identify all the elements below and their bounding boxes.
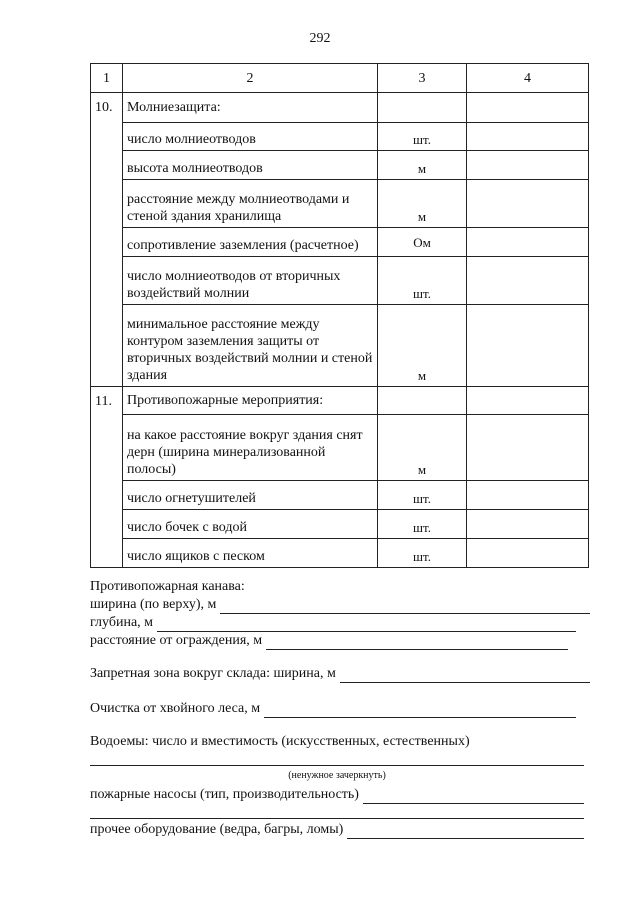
header-col-1: 1 bbox=[91, 64, 123, 93]
table-row bbox=[91, 257, 589, 305]
canal-depth-row bbox=[90, 614, 590, 632]
row-desc: минимальное расстояние между контуром заземления защиты от вторичных воздействий молнии и стеной здания bbox=[123, 305, 378, 387]
row-desc: число молниеотводов bbox=[123, 123, 378, 151]
value-cell[interactable] bbox=[467, 415, 589, 481]
row-desc: высота молниеотводов bbox=[123, 151, 378, 180]
header-col-2: 2 bbox=[123, 64, 378, 93]
fire-pumps-label: пожарные насосы (тип, производительность) bbox=[90, 787, 359, 802]
value-cell[interactable] bbox=[467, 257, 589, 305]
value-cell[interactable] bbox=[467, 123, 589, 151]
row-desc: сопротивление заземления (расчетное) bbox=[123, 228, 378, 257]
fire-pumps-field-2[interactable] bbox=[90, 804, 584, 819]
strike-note: (ненужное зачеркнуть) bbox=[288, 770, 386, 781]
forest-clearing-field[interactable] bbox=[264, 703, 576, 718]
value-cell[interactable] bbox=[467, 387, 589, 415]
row-unit: шт. bbox=[378, 123, 467, 151]
row-unit: шт. bbox=[378, 539, 467, 568]
table-row bbox=[91, 123, 589, 151]
row-unit: шт. bbox=[378, 481, 467, 510]
section-11-title: Противопожарные мероприятия: bbox=[123, 387, 378, 415]
row-desc: число бочек с водой bbox=[123, 510, 378, 539]
header-col-4: 4 bbox=[467, 64, 589, 93]
canal-title: Противопожарная канава: bbox=[90, 579, 245, 594]
fence-distance-label: расстояние от ограждения, м bbox=[90, 633, 263, 648]
row-unit: м bbox=[378, 180, 467, 228]
table-row bbox=[91, 539, 589, 568]
value-cell[interactable] bbox=[467, 481, 589, 510]
table-row bbox=[91, 93, 589, 123]
value-cell[interactable] bbox=[467, 151, 589, 180]
table-header-row bbox=[91, 64, 589, 93]
table-row bbox=[91, 481, 589, 510]
other-equipment-field[interactable] bbox=[347, 824, 584, 839]
row-desc: число ящиков с песком bbox=[123, 539, 378, 568]
zone-width-field[interactable] bbox=[340, 668, 590, 683]
table-row bbox=[91, 228, 589, 257]
section-11-number: 11. bbox=[91, 387, 123, 568]
value-cell[interactable] bbox=[467, 93, 589, 123]
forest-clearing-label: Очистка от хвойного леса, м bbox=[90, 701, 261, 716]
value-cell[interactable] bbox=[467, 510, 589, 539]
row-desc: число огнетушителей bbox=[123, 481, 378, 510]
row-desc: число молниеотводов от вторичных воздействий молнии bbox=[123, 257, 378, 305]
fence-distance-field[interactable] bbox=[266, 635, 568, 650]
page-number: 292 bbox=[309, 31, 331, 46]
row-unit: м bbox=[378, 151, 467, 180]
section-10-title: Молниезащита: bbox=[123, 93, 378, 123]
table-row bbox=[91, 510, 589, 539]
value-cell[interactable] bbox=[467, 180, 589, 228]
value-cell[interactable] bbox=[467, 539, 589, 568]
table-row bbox=[91, 151, 589, 180]
section-10-number: 10. bbox=[91, 93, 123, 387]
row-unit: м bbox=[378, 305, 467, 387]
canal-width-label: ширина (по верху), м bbox=[90, 597, 217, 612]
row-unit: шт. bbox=[378, 257, 467, 305]
water-section bbox=[90, 733, 590, 839]
fire-safety-table bbox=[90, 63, 589, 568]
water-bodies-label: Водоемы: число и вместимость (искусственных, естественных) bbox=[90, 734, 470, 749]
row-desc: на какое расстояние вокруг здания снят дерн (ширина минерализованной полосы) bbox=[123, 415, 378, 481]
row-unit: шт. bbox=[378, 510, 467, 539]
canal-depth-field[interactable] bbox=[157, 617, 576, 632]
row-unit: Ом bbox=[378, 228, 467, 257]
row-desc: расстояние между молниеотводами и стеной здания хранилища bbox=[123, 180, 378, 228]
canal-width-field[interactable] bbox=[220, 599, 590, 614]
header-col-3: 3 bbox=[378, 64, 467, 93]
value-cell[interactable] bbox=[467, 228, 589, 257]
other-equipment-label: прочее оборудование (ведра, багры, ломы) bbox=[90, 822, 344, 837]
canal-width-row bbox=[90, 596, 590, 614]
canal-depth-label: глубина, м bbox=[90, 615, 154, 630]
table-row bbox=[91, 305, 589, 387]
canal-section bbox=[90, 578, 590, 650]
fence-distance-row bbox=[90, 632, 590, 650]
table-row bbox=[91, 415, 589, 481]
forest-section bbox=[90, 700, 590, 718]
table-row bbox=[91, 387, 589, 415]
water-bodies-field[interactable] bbox=[90, 751, 584, 766]
value-cell[interactable] bbox=[467, 305, 589, 387]
row-unit: м bbox=[378, 415, 467, 481]
zone-width-label: Запретная зона вокруг склада: ширина, м bbox=[90, 666, 336, 681]
fire-pumps-field[interactable] bbox=[363, 789, 584, 804]
table-row bbox=[91, 180, 589, 228]
zone-section bbox=[90, 665, 590, 683]
